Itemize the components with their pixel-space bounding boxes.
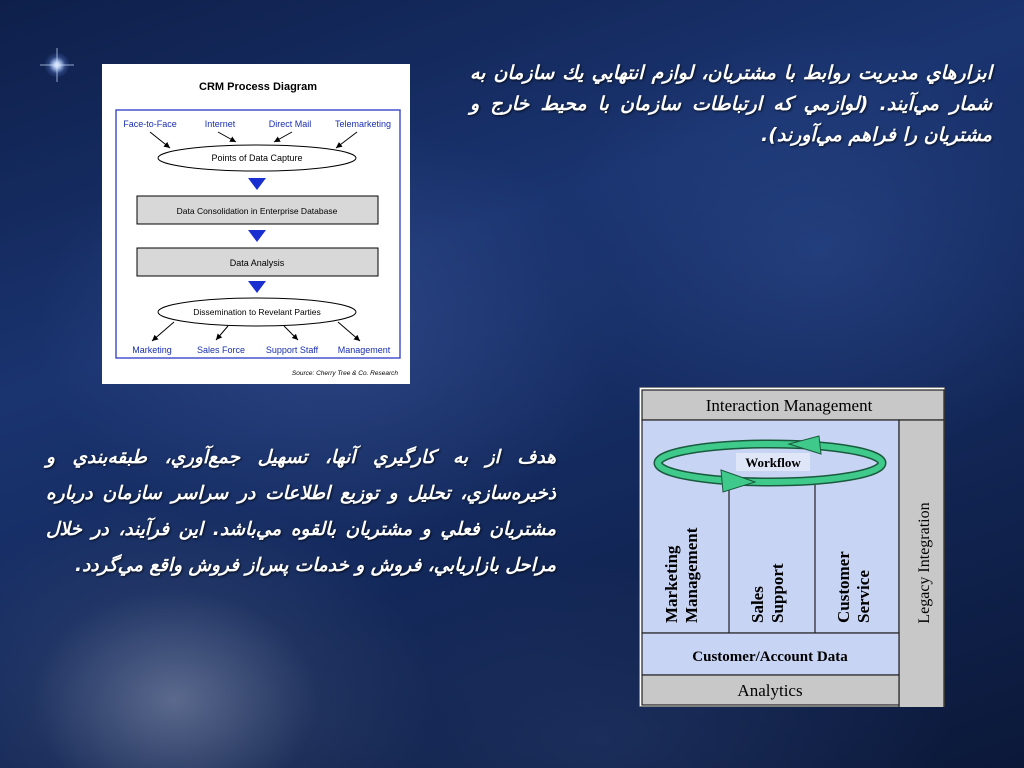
arrow-target-1 <box>152 322 174 341</box>
down-arrow-3 <box>248 281 266 293</box>
crm-architecture-diagram <box>639 387 945 707</box>
consolidation-label: Data Consolidation in Enterprise Database <box>176 206 338 216</box>
down-arrow-1 <box>248 178 266 190</box>
arrow-source-4 <box>336 132 357 148</box>
workflow-label: Workflow <box>745 455 801 470</box>
capture-label: Points of Data Capture <box>211 153 303 163</box>
source-internet: Internet <box>204 119 236 129</box>
crm-title: CRM Process Diagram <box>199 81 317 93</box>
column-sales-text: Sales <box>748 586 767 623</box>
paragraph-bottom: هدف از به كارگيري آنها، تسهيل جمع‌آوري، طبقه‌بندي و ذخيره‌سازي، تحليل و توزيع اطلاعات در سراسر سازمان درباره مشتريان فعلي و مشتريان بالقوه مي‌باشد. اين فرآيند، در خلال مراحل بازاريابي، فروش و خدمات پس‌از فروش واقع مي‌گردد. <box>46 447 556 576</box>
source-telemarketing: Telemarketing <box>334 119 392 129</box>
source-face-to-face: Face-to-Face <box>123 119 177 129</box>
column-label-line: Management <box>682 527 701 623</box>
source-direct-mail: Direct Mail <box>268 119 312 129</box>
interaction-label: Interaction Management <box>705 396 873 415</box>
light-flare <box>44 52 70 78</box>
arrow-target-2 <box>216 326 228 340</box>
target-management: Management <box>337 345 391 355</box>
analytics-label: Analytics <box>737 681 803 700</box>
column-marketing-text: Marketing <box>662 545 681 623</box>
analysis-label: Data Analysis <box>229 258 285 268</box>
target-marketing: Marketing <box>132 345 172 355</box>
paragraph-top: ابزارهاي مديريت روابط با مشتريان، لوازم انتهايي يك سازمان به شمار مي‌آيند. (لوازمي كه ارتباطات سازمان با محيط خارج و مشتريان را فراهم مي‌آورند). <box>470 62 992 146</box>
column-service-text: Customer <box>834 551 853 623</box>
column-marketing-label <box>662 527 701 623</box>
column-label-line: Support <box>768 563 787 623</box>
legacy-label: Legacy Integration <box>916 502 933 624</box>
crm-process-diagram <box>102 64 410 384</box>
customer-data-label: Customer/Account Data <box>692 649 848 665</box>
arrow-source-2 <box>218 132 236 142</box>
arrow-source-3 <box>274 132 292 142</box>
crm-source-note: Source: Cherry Tree & Co. Research <box>291 370 398 377</box>
target-sales-force: Sales Force <box>196 345 246 355</box>
arrow-target-4 <box>338 322 360 341</box>
down-arrow-2 <box>248 230 266 242</box>
dissemination-label: Dissemination to Revelant Parties <box>193 307 321 317</box>
arrow-source-1 <box>150 132 170 148</box>
crm-diagram-svg <box>102 64 410 384</box>
arch-diagram-svg <box>639 387 945 707</box>
column-label-line: Service <box>854 570 873 623</box>
target-support-staff: Support Staff <box>265 345 319 355</box>
arrow-target-3 <box>284 326 298 340</box>
